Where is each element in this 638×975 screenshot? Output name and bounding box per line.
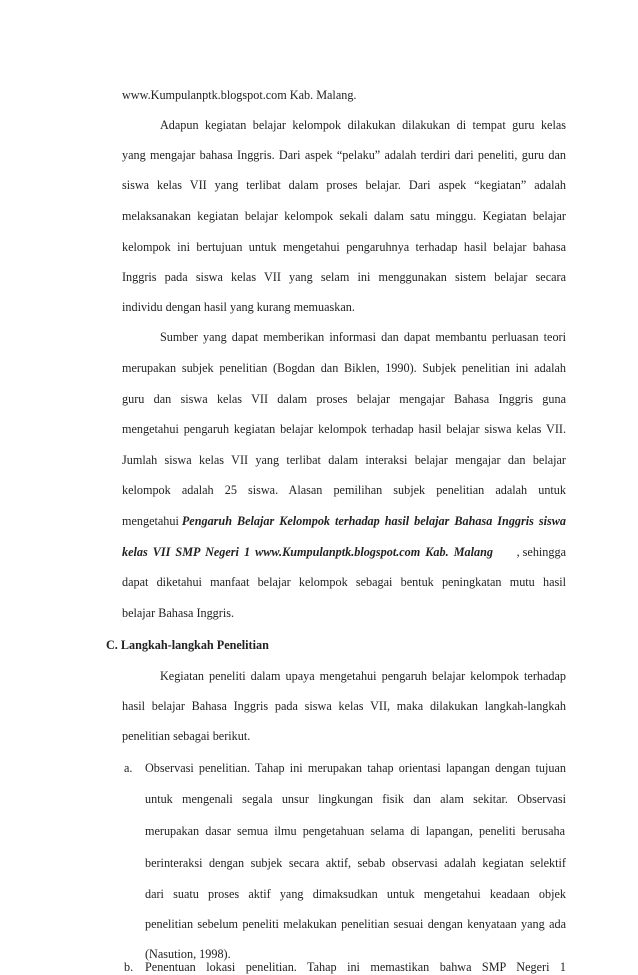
text-line: merupakan subjek penelitian (Bogdan dan Biklen, 1990). Subjek penelitian ini adalah <box>122 361 566 375</box>
list-item-line: berinteraksi dengan subjek secara aktif, sebab observasi adalah kegiatan selektif <box>145 856 566 870</box>
text-line: kelompok adalah 25 siswa. Alasan pemilihan subjek penelitian adalah untuk <box>122 483 566 497</box>
text-line: belajar Bahasa Inggris. <box>122 606 235 620</box>
list-item-line: untuk mengenali segala unsur lingkungan fisik dan alam sekitar. Observasi <box>145 792 566 806</box>
list-marker: a. <box>124 761 133 775</box>
text-line: Jumlah siswa kelas VII yang terlibat dalam interaksi belajar mengajar dan belajar <box>122 453 566 467</box>
text-line: guru dan siswa kelas VII dalam proses belajar mengajar Bahasa Inggris guna <box>122 392 566 406</box>
emphasized-title: Pengaruh Belajar Kelompok terhadap hasil belajar Bahasa Inggris siswa <box>181 514 566 528</box>
text-line: hasil belajar Bahasa Inggris pada siswa kelas VII, maka dilakukan langkah-langkah <box>122 699 566 713</box>
emphasized-title: kelas VII SMP Negeri 1 www.Kumpulanptk.blogspot.com Kab. Malang <box>122 545 493 559</box>
text-line: individu dengan hasil yang kurang memuaskan. <box>122 300 355 314</box>
text-line: dapat diketahui manfaat belajar kelompok sebagai bentuk peningkatan mutu hasil <box>122 575 566 589</box>
paragraph-first-line: Sumber yang dapat memberikan informasi dan dapat membantu perluasan teori <box>160 330 566 344</box>
list-item-line: Observasi penelitian. Tahap ini merupakan tahap orientasi lapangan dengan tujuan <box>145 761 566 775</box>
paragraph-first-line: Kegiatan peneliti dalam upaya mengetahui pengaruh belajar kelompok terhadap <box>160 669 566 683</box>
text-line: melaksanakan kegiatan belajar kelompok sekali dalam satu minggu. Kegiatan belajar <box>122 209 566 223</box>
text-segment: , sehingga <box>516 545 566 559</box>
text-line <box>122 514 566 528</box>
text-segment: mengetahui <box>122 514 179 528</box>
text-line: yang mengajar bahasa Inggris. Dari aspek “pelaku” adalah terdiri dari peneliti, guru dan <box>122 148 566 162</box>
text-line: penelitian sebagai berikut. <box>122 729 251 743</box>
text-line <box>122 545 566 559</box>
text-line: mengetahui pengaruh kegiatan belajar kelompok terhadap hasil belajar siswa kelas VII. <box>122 422 566 436</box>
list-item-line: Penentuan lokasi penelitian. Tahap ini memastikan bahwa SMP Negeri 1 <box>145 960 566 974</box>
list-item-line: (Nasution, 1998). <box>145 947 231 961</box>
list-marker: b. <box>124 960 134 974</box>
section-heading: C. Langkah-langkah Penelitian <box>106 638 269 652</box>
text-line: siswa kelas VII yang terlibat dalam proses belajar. Dari aspek “kegiatan” adalah <box>122 178 566 192</box>
list-item-line: penelitian sebelum peneliti melakukan penelitian sesuai dengan kenyataan yang ada <box>145 917 566 931</box>
paragraph-first-line: Adapun kegiatan belajar kelompok dilakukan dilakukan di tempat guru kelas <box>160 118 566 132</box>
list-item-line: dari suatu proses aktif yang dimaksudkan untuk mengetahui keadaan objek <box>145 887 566 901</box>
list-item-line: merupakan dasar semua ilmu pengetahuan selama di lapangan, peneliti berusaha <box>145 824 565 838</box>
text-line: www.Kumpulanptk.blogspot.com Kab. Malang. <box>122 88 357 102</box>
text-line: kelompok ini bertujuan untuk mengetahui pengaruhnya terhadap hasil belajar bahasa <box>122 240 566 254</box>
text-line: Inggris pada siswa kelas VII yang selam ini menggunakan sistem belajar secara <box>122 270 566 284</box>
